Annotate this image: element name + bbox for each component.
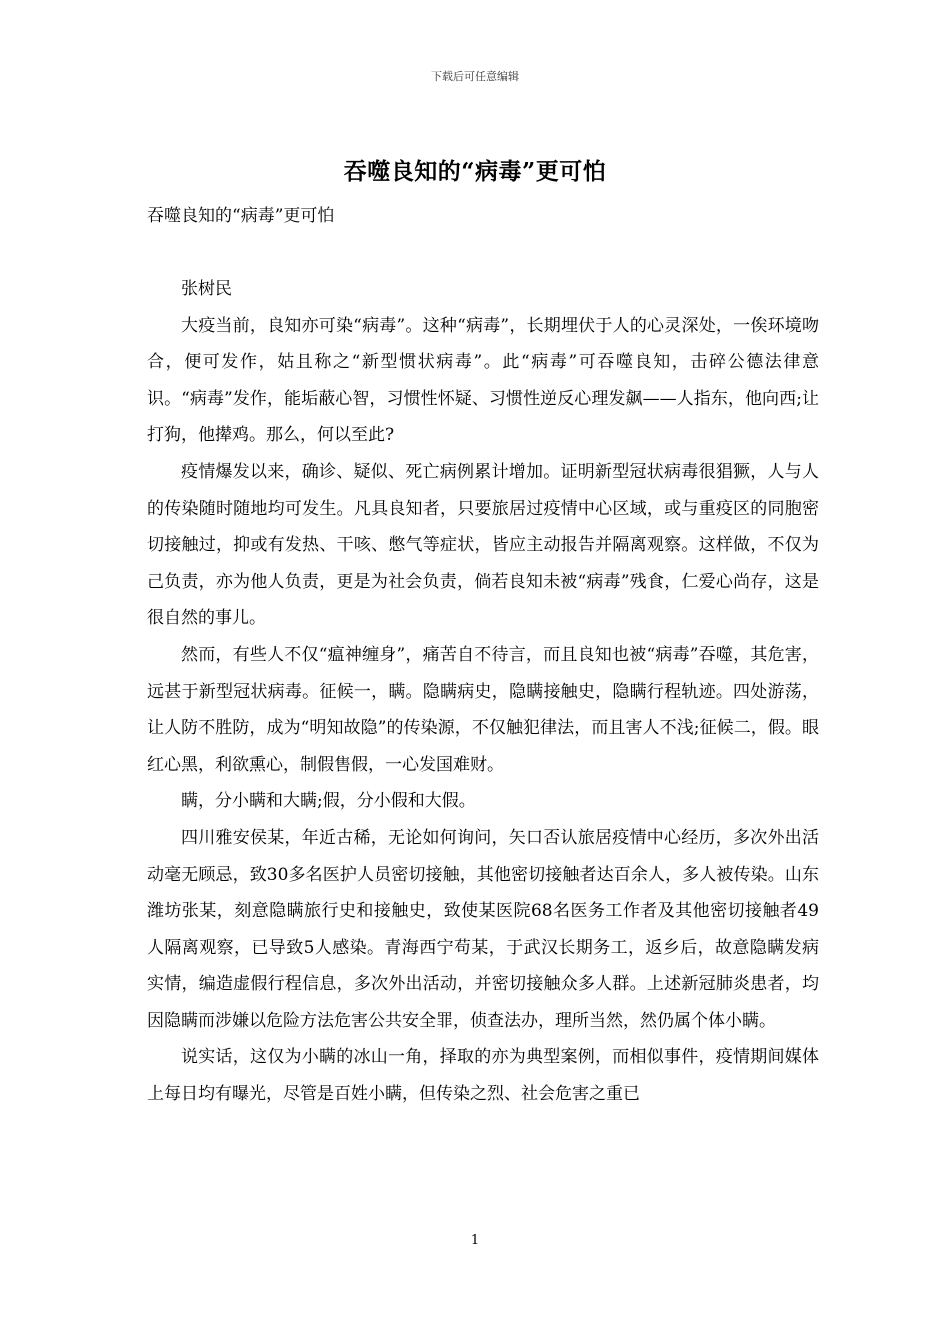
page-number: 1 xyxy=(470,1233,480,1248)
article-body xyxy=(147,271,819,1113)
paragraph: 说实话，这仅为小瞒的冰山一角，择取的亦为典型案例，而相似事件，疫情期间媒体上每日均有曝光，尽管是百姓小瞒，但传染之烈、社会危害之重已 xyxy=(147,1047,819,1105)
paragraph: 然而，有些人不仅“瘟神缠身”，痛苦自不待言，而且良知也被“病毒”吞噬，其危害，远甚于新型冠状病毒。征候一，瞒。隐瞒病史，隐瞒接触史，隐瞒行程轨迹。四处游荡，让人防不胜防，成为“明知故隐”的传染源，不仅触犯律法，而且害人不浅;征候二，假。眼红心黑，利欲熏心，制假售假，一心发国难财。 xyxy=(147,644,819,775)
paragraph: 四川雅安侯某，年近古稀，无论如何询问，矢口否认旅居疫情中心经历，多次外出活动毫无顾忌，致30多名医护人员密切接触，其他密切接触者达百余人，多人被传染。山东潍坊张某，刻意隐瞒旅行史和接触史，致使某医院68名医务工作者及其他密切接触者49人隔离观察，已导致5人感染。青海西宁苟某，于武汉长期务工，返乡后，故意隐瞒发病实情，编造虚假行程信息，多次外出活动，并密切接触众多人群。上述新冠肺炎患者，均因隐瞒而涉嫌以危险方法危害公共安全罪，侦查法办，理所当然，然仍属个体小瞒。 xyxy=(147,827,819,1031)
author-line: 张树民 xyxy=(181,279,232,299)
paragraph: 疫情爆发以来，确诊、疑似、死亡病例累计增加。证明新型冠状病毒很猖獗，人与人的传染随时随地均可发生。凡具良知者，只要旅居过疫情中心区域，或与重疫区的同胞密切接触过，抑或有发热、干咳、憋气等症状，皆应主动报告并隔离观察。这样做，不仅为己负责，亦为他人负责，更是为社会负责，倘若良知未被“病毒”残食，仁爱心尚存，这是很自然的事儿。 xyxy=(147,461,819,629)
header-note: 下载后可任意编辑 xyxy=(431,70,519,83)
paragraph: 大疫当前，良知亦可染“病毒”。这种“病毒”，长期埋伏于人的心灵深处，一俟环境吻合，便可发作，姑且称之“新型惯状病毒”。此“病毒”可吞噬良知，击碎公德法律意识。“病毒”发作，能垢蔽心智，习惯性怀疑、习惯性逆反心理发飙——人指东，他向西;让打狗，他撵鸡。那么，何以至此? xyxy=(147,315,819,446)
document-subtitle: 吞噬良知的“病毒”更可怕 xyxy=(147,206,335,226)
document-title: 吞噬良知的“病毒”更可怕 xyxy=(343,158,607,185)
paragraph: 瞒，分小瞒和大瞒;假，分小假和大假。 xyxy=(181,791,476,812)
